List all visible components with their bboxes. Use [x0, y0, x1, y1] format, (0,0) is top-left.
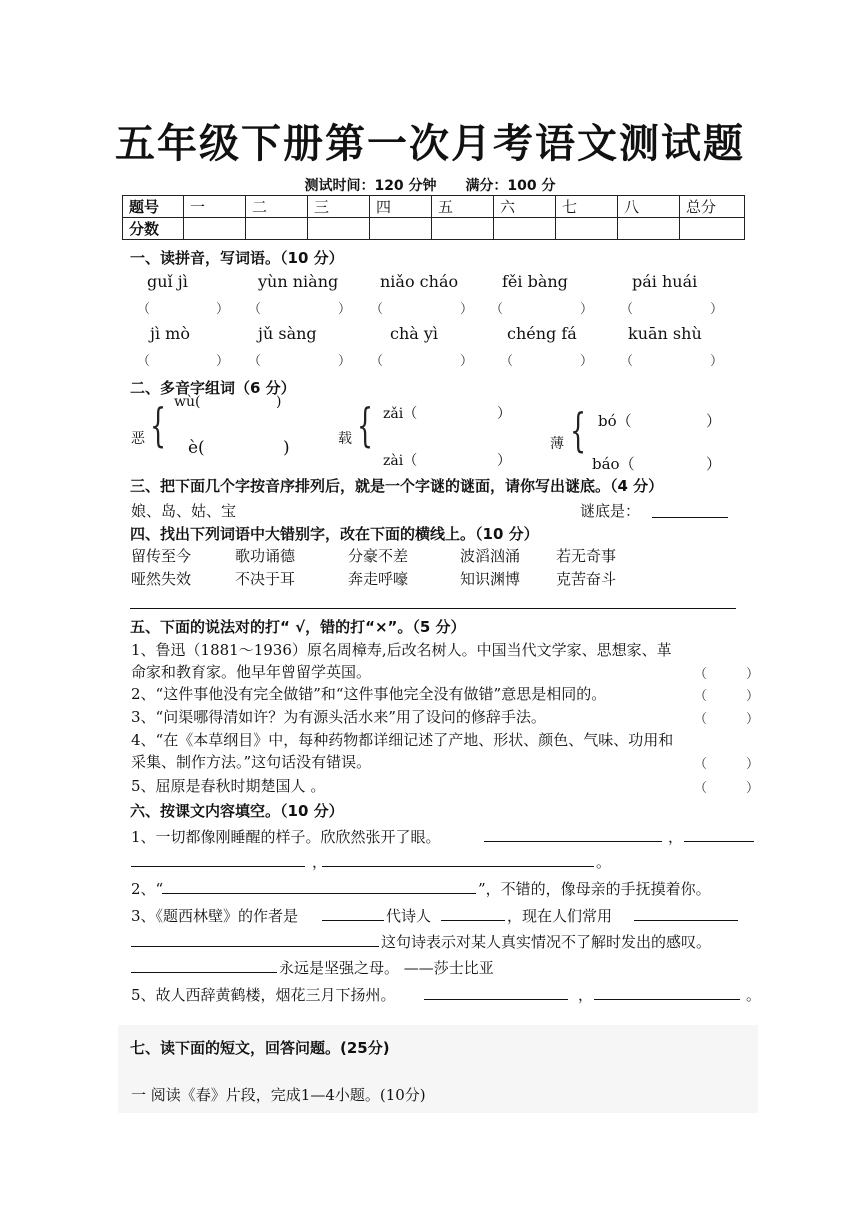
pinyin: niǎo cháo	[380, 272, 459, 291]
answer-paren-close: ）	[338, 302, 352, 317]
answer-paren-open: （	[620, 302, 634, 317]
score-table-cell: 二	[246, 196, 308, 218]
q4-heading: 四、找出下列词语中大错别字，改在下面的横线上。（10 分）	[130, 525, 539, 543]
fill-blank[interactable]	[441, 906, 505, 921]
pinyin: chéng fá	[507, 324, 577, 343]
pinyin: chà yì	[390, 324, 439, 343]
score-input-cell[interactable]	[680, 218, 745, 240]
full-score: 满分：100 分	[465, 178, 556, 194]
punctuation: ，	[312, 853, 328, 871]
answer-paren-open: （	[694, 781, 708, 796]
score-table-cell: 总分	[680, 196, 745, 218]
q7-subheading: 一 阅读《春》片段，完成1—4小题。(10分)	[131, 1086, 426, 1104]
fill-blank[interactable]	[131, 852, 305, 867]
typo-word: 知识渊博	[460, 570, 521, 588]
riddle-chars: 娘、岛、姑、宝	[131, 502, 237, 520]
polyphone-reading: bó（	[598, 412, 632, 430]
answer-paren-close: ）	[580, 354, 594, 369]
typo-word: 若无奇事	[556, 547, 617, 565]
answer-paren-open: （	[370, 302, 384, 317]
fill-item: 永远是坚强之母。 ——莎士比亚	[279, 959, 494, 977]
fill-item: 1、一切都像刚睡醒的样子。欣欣然张开了眼。	[131, 828, 441, 846]
pinyin: jǔ sàng	[258, 324, 317, 343]
q3-heading: 三、把下面几个字按音序排列后，就是一个字谜的谜面，请你写出谜底。（4 分）	[130, 477, 664, 495]
fill-blank[interactable]	[131, 932, 379, 947]
brace-icon: {	[357, 398, 374, 452]
answer-paren-open: （	[370, 354, 384, 369]
pinyin: guǐ jì	[147, 272, 188, 291]
fill-item: 5、故人西辞黄鹤楼，烟花三月下扬州。	[131, 986, 396, 1004]
fill-blank[interactable]	[634, 906, 738, 921]
fill-item: 这句诗表示对某人真实情况不了解时发出的感叹。	[381, 933, 712, 951]
answer-paren-close: ）	[460, 302, 474, 317]
typo-word: 奔走呼嚎	[348, 570, 409, 588]
polyphone-paren-close: ）	[497, 406, 511, 422]
score-input-cell[interactable]	[432, 218, 494, 240]
answer-paren-open: （	[137, 354, 151, 369]
score-table-cell: 八	[618, 196, 680, 218]
statement: 5、屈原是春秋时期楚国人 。	[131, 777, 326, 795]
statement: 4、“在《本草纲目》中，每种药物都详细记述了产地、形状、颜色、气味、功用和	[131, 731, 674, 749]
answer-paren-close: ）	[580, 302, 594, 317]
punctuation: ，	[668, 828, 684, 846]
fill-item: 3、《题西林壁》的作者是	[131, 907, 299, 925]
typo-word: 歌功诵德	[235, 547, 296, 565]
score-input-cell[interactable]	[308, 218, 370, 240]
score-table-cell: 三	[308, 196, 370, 218]
polyphone-reading: zǎi（	[383, 406, 418, 422]
fill-blank[interactable]	[484, 827, 662, 842]
pinyin: pái huái	[632, 272, 698, 291]
statement: 2、“这件事他没有完全做错”和“这件事他完全没有做错”意思是相同的。	[131, 685, 607, 703]
score-input-cell[interactable]	[494, 218, 556, 240]
exam-info	[0, 175, 860, 195]
score-input-cell[interactable]	[556, 218, 618, 240]
brace-icon: {	[570, 403, 587, 457]
score-table-header-row	[123, 196, 745, 218]
punctuation: ，	[578, 986, 594, 1004]
answer-paren-open: （	[500, 354, 514, 369]
polyphone-reading: wù(	[174, 394, 201, 410]
score-input-cell[interactable]	[370, 218, 432, 240]
typo-word: 哑然失效	[131, 570, 192, 588]
answer-paren-close: ）	[746, 689, 760, 704]
q5-heading: 五、下面的说法对的打“ √，错的打“×”。（5 分）	[130, 618, 466, 636]
fill-blank[interactable]	[424, 985, 568, 1000]
polyphone-reading: zài（	[383, 453, 418, 469]
polyphone-paren-close: ）	[497, 453, 511, 469]
answer-paren-close: ）	[216, 354, 230, 369]
typo-word: 分豪不差	[348, 547, 409, 565]
statement: 命家和教育家。他早年曾留学英国。	[131, 663, 372, 681]
fill-item: ”，不错的，像母亲的手抚摸着你。	[478, 880, 711, 898]
brace-icon: {	[150, 398, 167, 452]
answer-paren-close: ）	[746, 757, 760, 772]
score-input-cell[interactable]	[618, 218, 680, 240]
riddle-answer-blank[interactable]	[652, 503, 728, 518]
page-title: 五年级下册第一次月考语文测试题	[115, 121, 745, 167]
typo-word: 留传至今	[131, 547, 192, 565]
score-table-cell: 分数	[123, 218, 184, 240]
polyphone-paren-close: )	[276, 394, 282, 410]
pinyin: yùn niàng	[258, 272, 339, 291]
answer-paren-close: ）	[460, 354, 474, 369]
polyphone-paren-close: ）	[706, 455, 722, 473]
fill-blank[interactable]	[684, 827, 754, 842]
punctuation: 。	[746, 986, 762, 1004]
fill-item: 2、“	[131, 880, 164, 898]
polyphone-reading: è(	[188, 438, 205, 458]
answer-paren-open: （	[694, 757, 708, 772]
statement: 1、鲁迅（1881～1936）原名周樟寿,后改名树人。中国当代文学家、思想家、革	[131, 641, 672, 659]
score-table-cell: 六	[494, 196, 556, 218]
answer-paren-open: （	[620, 354, 634, 369]
fill-item: ，现在人们常用	[507, 907, 613, 925]
fill-item: 代诗人	[386, 907, 432, 925]
fill-blank[interactable]	[322, 852, 594, 867]
score-input-cell[interactable]	[246, 218, 308, 240]
pinyin: fěi bàng	[502, 272, 568, 291]
answer-paren-close: ）	[710, 302, 724, 317]
score-input-cell[interactable]	[184, 218, 246, 240]
riddle-answer-label: 谜底是：	[580, 502, 641, 520]
typo-word: 克苦奋斗	[556, 570, 617, 588]
statement: 采集、制作方法。”这句话没有错误。	[131, 753, 372, 771]
fill-blank[interactable]	[131, 958, 277, 973]
polyphone-char: 载	[338, 431, 352, 447]
fill-blank[interactable]	[594, 985, 740, 1000]
answer-paren-open: （	[248, 354, 262, 369]
typo-word: 不决于耳	[235, 570, 296, 588]
answer-paren-close: ）	[746, 781, 760, 796]
pinyin: kuān shù	[628, 324, 702, 343]
statement: 3、“问渠哪得清如许？为有源头活水来”用了设问的修辞手法。	[131, 708, 546, 726]
answer-paren-open: （	[248, 302, 262, 317]
answer-paren-close: ）	[710, 354, 724, 369]
answer-paren-close: ）	[746, 667, 760, 682]
answer-paren-close: ）	[746, 712, 760, 727]
q1-heading: 一、读拼音，写词语。（10 分）	[130, 249, 344, 267]
correction-answer-line[interactable]	[130, 608, 736, 609]
answer-paren-open: （	[694, 689, 708, 704]
q6-heading: 六、按课文内容填空。（10 分）	[130, 802, 344, 820]
pinyin: jì mò	[150, 324, 190, 343]
score-table-cell: 五	[432, 196, 494, 218]
answer-paren-close: ）	[338, 354, 352, 369]
polyphone-reading: báo（	[592, 455, 635, 473]
answer-paren-open: （	[694, 667, 708, 682]
fill-blank[interactable]	[162, 879, 476, 894]
fill-blank[interactable]	[322, 906, 384, 921]
score-table-cell: 一	[184, 196, 246, 218]
score-table	[122, 195, 745, 240]
punctuation: 。	[596, 853, 612, 871]
polyphone-paren-close: ）	[706, 412, 722, 430]
polyphone-paren-close: )	[283, 438, 290, 458]
polyphone-char: 薄	[550, 436, 564, 452]
q7-heading: 七、读下面的短文，回答问题。(25分)	[130, 1039, 390, 1057]
polyphone-char: 恶	[131, 431, 145, 447]
score-table-score-row	[123, 218, 745, 240]
score-table-cell: 七	[556, 196, 618, 218]
exam-time: 测试时间：120 分钟	[304, 178, 437, 194]
answer-paren-open: （	[694, 712, 708, 727]
typo-word: 波滔汹涌	[460, 547, 521, 565]
score-table-cell: 题号	[123, 196, 184, 218]
answer-paren-open: （	[490, 302, 504, 317]
score-table-cell: 四	[370, 196, 432, 218]
answer-paren-close: ）	[216, 302, 230, 317]
answer-paren-open: （	[137, 302, 151, 317]
q2-heading: 二、多音字组词（6 分）	[130, 379, 296, 397]
